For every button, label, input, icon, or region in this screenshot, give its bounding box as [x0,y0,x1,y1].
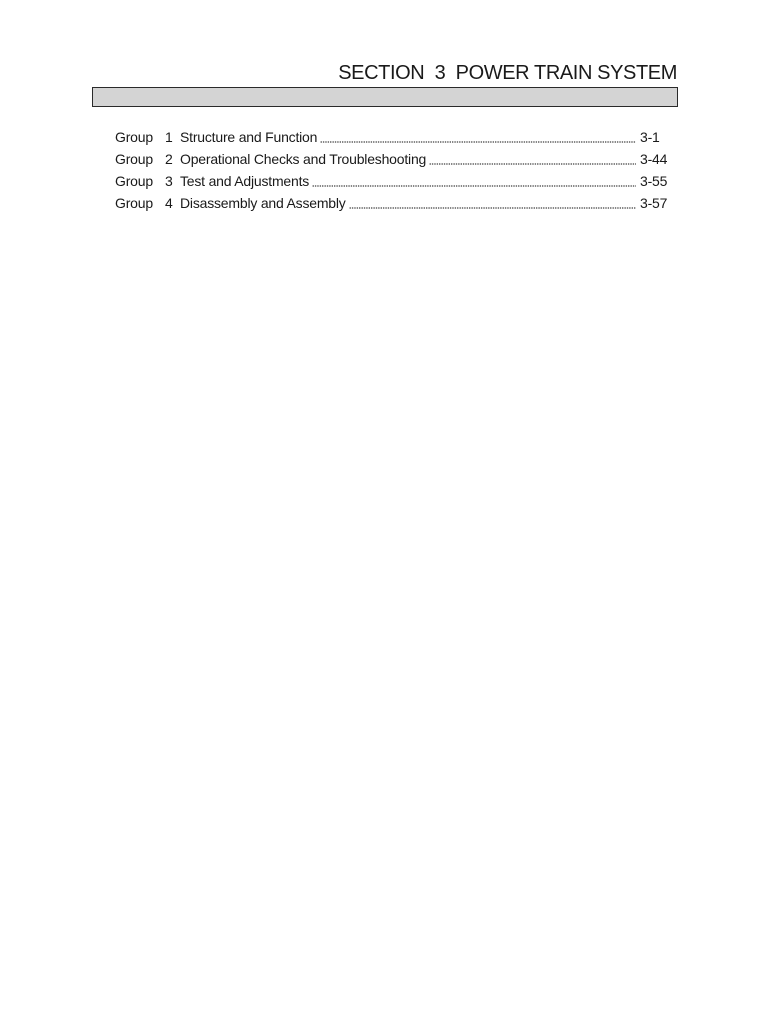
toc-entry-title: Test and Adjustments [180,173,310,189]
toc-dot-leader [312,185,636,189]
toc-group-label: Group [115,195,153,211]
toc-dot-leader [320,141,636,145]
toc-entry-title: Operational Checks and Troubleshooting [180,151,427,167]
toc-page-number: 3-57 [640,195,668,211]
table-of-contents [115,129,668,217]
toc-entry-title: Structure and Function [180,129,318,145]
toc-entry-1[interactable] [115,129,668,151]
toc-group-number: 3 [165,173,173,189]
toc-dot-leader [429,163,636,167]
toc-group-number: 4 [165,195,173,211]
toc-group-number: 2 [165,151,173,167]
toc-dot-leader [349,207,636,211]
section-title: SECTION 3 POWER TRAIN SYSTEM [338,62,677,84]
toc-group-label: Group [115,129,153,145]
toc-page-number: 3-1 [640,129,660,145]
toc-page-number: 3-55 [640,173,668,189]
toc-group-label: Group [115,151,153,167]
toc-group-label: Group [115,173,153,189]
section-title-bar [92,87,678,107]
toc-entry-title: Disassembly and Assembly [180,195,346,211]
toc-entry-3[interactable] [115,173,668,195]
toc-entry-2[interactable] [115,151,668,173]
toc-entry-4[interactable] [115,195,668,217]
toc-group-number: 1 [165,129,173,145]
toc-page-number: 3-44 [640,151,668,167]
